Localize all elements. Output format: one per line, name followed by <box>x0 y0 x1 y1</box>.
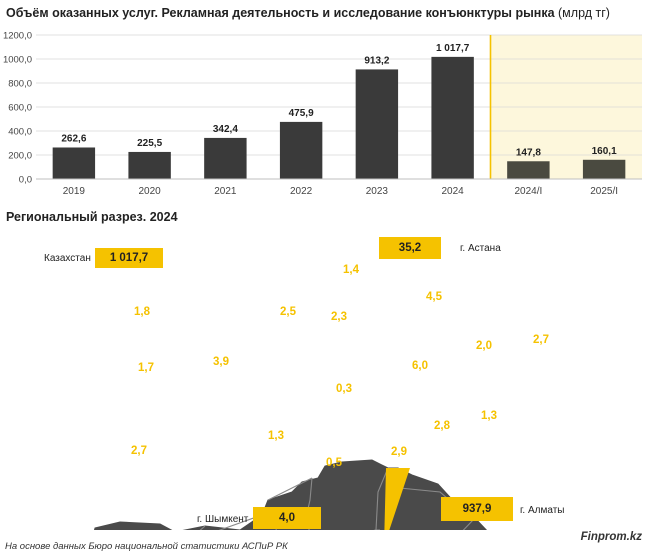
bar <box>507 161 549 179</box>
bar-chart <box>0 0 650 205</box>
region-value: 2,0 <box>476 340 492 352</box>
bar <box>204 138 246 179</box>
x-tick-label: 2019 <box>62 186 85 197</box>
region-name: Акмолинская <box>311 297 367 307</box>
data-label: 160,1 <box>591 145 617 157</box>
region-name: Жетысуская <box>463 396 515 406</box>
data-label: 147,8 <box>515 147 541 159</box>
y-tick-label: 1000,0 <box>2 54 32 66</box>
almaty-value: 937,9 <box>441 497 513 521</box>
data-label: 913,2 <box>364 55 390 67</box>
chart-title: Объём оказанных услуг. Рекламная деятельность и исследование конъюнктуры рынка (млрд тг) <box>6 6 610 20</box>
region-value: 1,3 <box>481 410 497 422</box>
data-label: 1 017,7 <box>435 42 470 54</box>
region-name: Костанайская <box>259 292 317 302</box>
x-tick-label: 2020 <box>138 186 161 197</box>
region-value: 4,5 <box>426 291 442 303</box>
bar <box>431 57 473 179</box>
region-name: Абайская <box>464 326 504 336</box>
region-value: 2,7 <box>131 445 147 457</box>
bar <box>53 147 95 179</box>
region-value: 2,5 <box>280 306 296 318</box>
region-name: Жамбылская <box>371 432 427 442</box>
source-note: На основе данных Бюро национальной статистики АСПиР РК <box>5 541 288 552</box>
region-name: Карагандинская <box>386 346 454 356</box>
bar <box>356 69 398 179</box>
region-name: Улытауская <box>319 369 369 379</box>
data-label: 342,4 <box>212 123 238 135</box>
region-value: 2,7 <box>533 334 549 346</box>
x-tick-label: 2023 <box>365 186 388 197</box>
region-name: Мангистауская <box>107 431 171 441</box>
region-name: Кызылординская <box>240 416 312 426</box>
brand-logo: Finprom.kz <box>580 531 642 543</box>
region-value: 2,3 <box>331 311 347 323</box>
region-name: СКО <box>341 250 361 260</box>
region-value: 0,5 <box>326 457 342 469</box>
region-name: ВКО <box>531 320 551 330</box>
y-tick-label: 600,0 <box>8 102 32 114</box>
region-name: Актюбинская <box>193 342 249 352</box>
region-map <box>0 230 650 530</box>
x-tick-label: 2025/I <box>590 186 619 197</box>
region-value: 1,4 <box>343 264 359 276</box>
shymkent-value: 4,0 <box>253 507 321 529</box>
region-value: 1,3 <box>268 430 284 442</box>
map-subtitle: Региональный разрез. 2024 <box>6 210 178 224</box>
region-value: 0,3 <box>336 383 352 395</box>
bar <box>583 160 625 179</box>
y-tick-label: 800,0 <box>8 78 32 90</box>
astana-label: г. Астана <box>460 243 501 254</box>
region-value: 6,0 <box>412 360 428 372</box>
region-value: 2,9 <box>391 446 407 458</box>
region-name: Алматинская <box>414 406 470 416</box>
y-tick-label: 200,0 <box>8 150 32 162</box>
astana-value: 35,2 <box>379 237 441 259</box>
shymkent-label: г. Шымкент <box>197 514 249 525</box>
region-name: ЗКО <box>133 292 151 302</box>
region-value: 1,7 <box>138 362 154 374</box>
data-label: 262,6 <box>61 133 87 145</box>
almaty-label: г. Алматы <box>520 505 565 516</box>
x-tick-label: 2024/I <box>514 186 543 197</box>
data-label: 475,9 <box>288 107 314 119</box>
region-name: Атырауская <box>121 348 171 358</box>
region-name: Павлодарская <box>404 277 464 287</box>
y-tick-label: 0,0 <box>18 174 32 186</box>
bar <box>280 122 322 179</box>
x-tick-label: 2022 <box>290 186 313 197</box>
country-value: 1 017,7 <box>95 248 163 268</box>
country-label: Казахстан <box>44 253 91 264</box>
region-name: Туркестанская <box>303 443 365 453</box>
y-tick-label: 400,0 <box>8 126 32 138</box>
region-labels <box>108 250 550 469</box>
bar <box>128 152 170 179</box>
region-value: 2,8 <box>434 420 450 432</box>
data-label: 225,5 <box>137 137 163 149</box>
x-tick-label: 2024 <box>441 186 464 197</box>
region-value: 3,9 <box>213 356 229 368</box>
y-tick-label: 1200,0 <box>2 30 32 42</box>
x-tick-label: 2021 <box>214 186 237 197</box>
region-value: 1,8 <box>134 306 150 318</box>
